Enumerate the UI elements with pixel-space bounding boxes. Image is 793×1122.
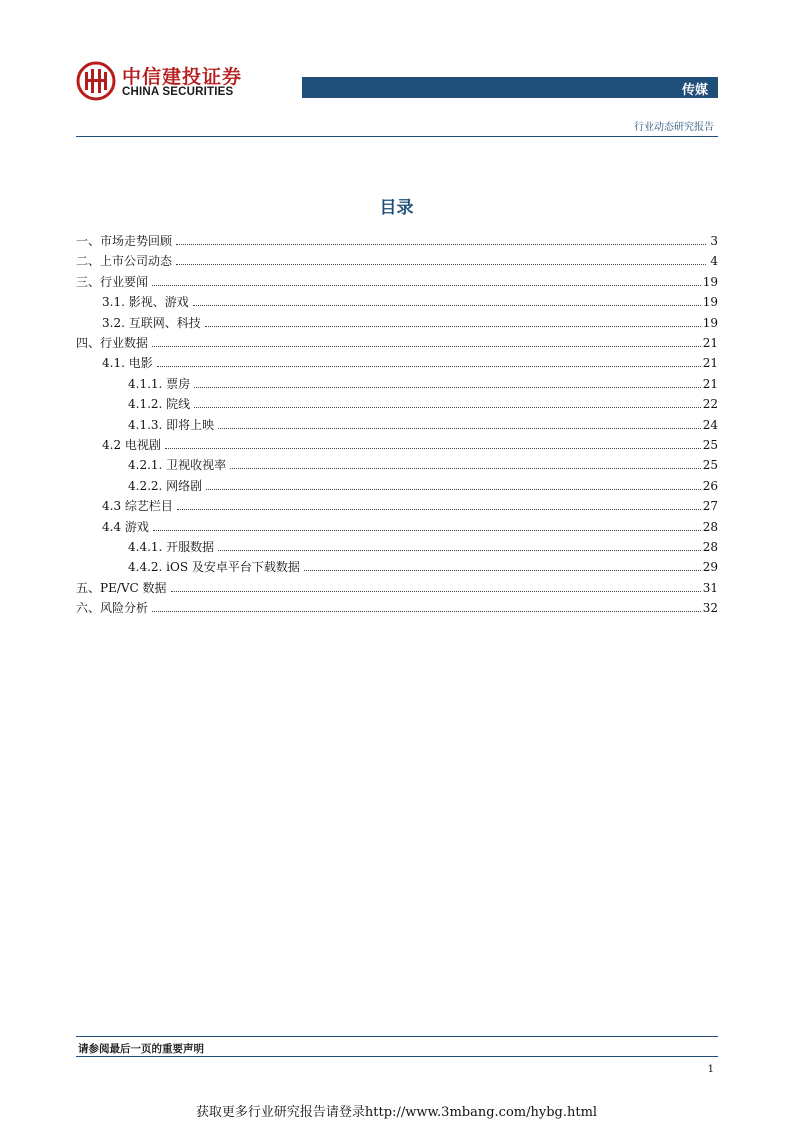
- toc-dot-leader: [230, 467, 701, 469]
- toc-entry-label: 五、PE/VC 数据: [76, 580, 167, 595]
- toc-dot-leader: [194, 406, 701, 408]
- toc-entry[interactable]: [76, 493, 718, 513]
- toc-entry[interactable]: [76, 391, 718, 411]
- toc-entry[interactable]: [76, 248, 718, 268]
- toc-dot-leader: [171, 590, 701, 592]
- toc-entry-page: 32: [702, 601, 718, 616]
- toc-dot-leader: [205, 325, 701, 327]
- toc-entry-page: 25: [702, 458, 718, 473]
- toc-entry-page: 4: [710, 254, 718, 269]
- header-divider: [76, 136, 718, 137]
- report-type: 行业动态研究报告: [634, 122, 714, 133]
- toc-entry-label: 六、风险分析: [76, 601, 149, 616]
- toc-entry-label: 4.2.1. 卫视收视率: [128, 458, 227, 473]
- toc-dot-leader: [218, 549, 701, 551]
- toc-entry[interactable]: [76, 371, 718, 391]
- toc-dot-leader: [152, 610, 701, 612]
- sector-banner: [302, 77, 718, 98]
- toc-entry-label: 一、市场走势回顾: [76, 234, 173, 248]
- toc-entry[interactable]: [76, 310, 718, 330]
- toc-entry-label: 4.4 游戏: [102, 519, 149, 534]
- toc-entry-page: 19: [702, 315, 718, 330]
- toc-entry-page: 22: [702, 397, 718, 412]
- toc-entry-label: 4.2.2. 网络剧: [128, 478, 203, 493]
- toc-entry-page: 21: [702, 356, 718, 371]
- toc-dot-leader: [177, 508, 701, 510]
- toc-entry-page: 21: [702, 376, 718, 391]
- toc-dot-leader: [176, 243, 706, 245]
- toc-entry-page: 29: [702, 560, 718, 575]
- toc-entry-label: 二、上市公司动态: [76, 254, 173, 269]
- toc-dot-leader: [176, 263, 706, 265]
- toc-entry-page: 3: [710, 234, 718, 248]
- toc-dot-leader: [304, 569, 701, 571]
- toc-entry-page: 26: [702, 478, 718, 493]
- toc-entry-label: 4.2 电视剧: [102, 438, 161, 452]
- toc-entry[interactable]: [76, 228, 718, 248]
- toc-entry[interactable]: [76, 452, 718, 472]
- sector-label: 传媒: [681, 83, 708, 98]
- toc-entry[interactable]: [76, 575, 718, 595]
- toc-entry-label: 3.1. 影视、游戏: [102, 295, 189, 310]
- toc-entry-label: 4.1.2. 院线: [128, 397, 191, 412]
- toc-title: 目录: [379, 198, 414, 218]
- toc-entry-label: 4.4.1. 开服数据: [128, 540, 215, 554]
- toc-dot-leader: [152, 345, 701, 347]
- toc-dot-leader: [206, 488, 701, 490]
- toc-entry-page: 27: [702, 499, 718, 514]
- toc-entry-page: 24: [702, 417, 718, 432]
- toc-entry-label: 4.3 综艺栏目: [102, 499, 173, 514]
- toc-entry[interactable]: [76, 534, 718, 554]
- page-number: 1: [707, 1064, 714, 1075]
- toc-entry[interactable]: [76, 595, 718, 615]
- toc-entry[interactable]: [76, 432, 718, 452]
- logo-english-name: CHINA SECURITIES: [122, 86, 234, 98]
- company-logo: [76, 61, 248, 101]
- promo-link-text[interactable]: 获取更多行业研究报告请登录http://www.3mbang.com/hybg.html: [195, 1105, 598, 1120]
- toc-entry-page: 21: [702, 336, 718, 350]
- toc-entry-label: 三、行业要闻: [76, 274, 149, 289]
- toc-entry[interactable]: [76, 330, 718, 350]
- toc-entry[interactable]: [76, 514, 718, 534]
- toc-entry[interactable]: [76, 412, 718, 432]
- toc-entry-label: 4.1. 电影: [102, 356, 153, 371]
- toc-entry-page: 19: [702, 295, 718, 310]
- disclaimer-note: 请参阅最后一页的重要声明: [78, 1043, 204, 1055]
- toc-entry-page: 19: [702, 274, 718, 289]
- toc-entry-label: 4.4.2. iOS 及安卓平台下载数据: [128, 560, 300, 575]
- toc-entry-label: 3.2. 互联网、科技: [102, 315, 201, 330]
- toc-dot-leader: [153, 529, 701, 531]
- toc-dot-leader: [218, 427, 701, 429]
- toc-entry[interactable]: [76, 473, 718, 493]
- china-securities-emblem-icon: [76, 61, 116, 101]
- toc-dot-leader: [152, 284, 701, 286]
- toc-entry-page: 31: [702, 580, 718, 595]
- toc-entry-page: 28: [702, 519, 718, 534]
- toc-dot-leader: [193, 304, 701, 306]
- toc-entry-label: 四、行业数据: [76, 336, 149, 350]
- toc-dot-leader: [165, 447, 701, 449]
- toc-entry[interactable]: [76, 350, 718, 370]
- toc-dot-leader: [157, 365, 701, 367]
- toc-entry-label: 4.1.1. 票房: [128, 376, 191, 391]
- toc-entry-page: 28: [702, 540, 718, 554]
- logo-chinese-name: 中信建投证券: [122, 66, 243, 88]
- toc-entry[interactable]: [76, 269, 718, 289]
- footer-divider-bottom: [76, 1056, 718, 1057]
- toc-entry-label: 4.1.3. 即将上映: [128, 417, 215, 432]
- footer-divider-top: [76, 1036, 718, 1037]
- toc-entry-page: 25: [702, 438, 718, 452]
- toc-entry[interactable]: [76, 554, 718, 574]
- toc-dot-leader: [194, 386, 701, 388]
- toc-entry[interactable]: [76, 289, 718, 309]
